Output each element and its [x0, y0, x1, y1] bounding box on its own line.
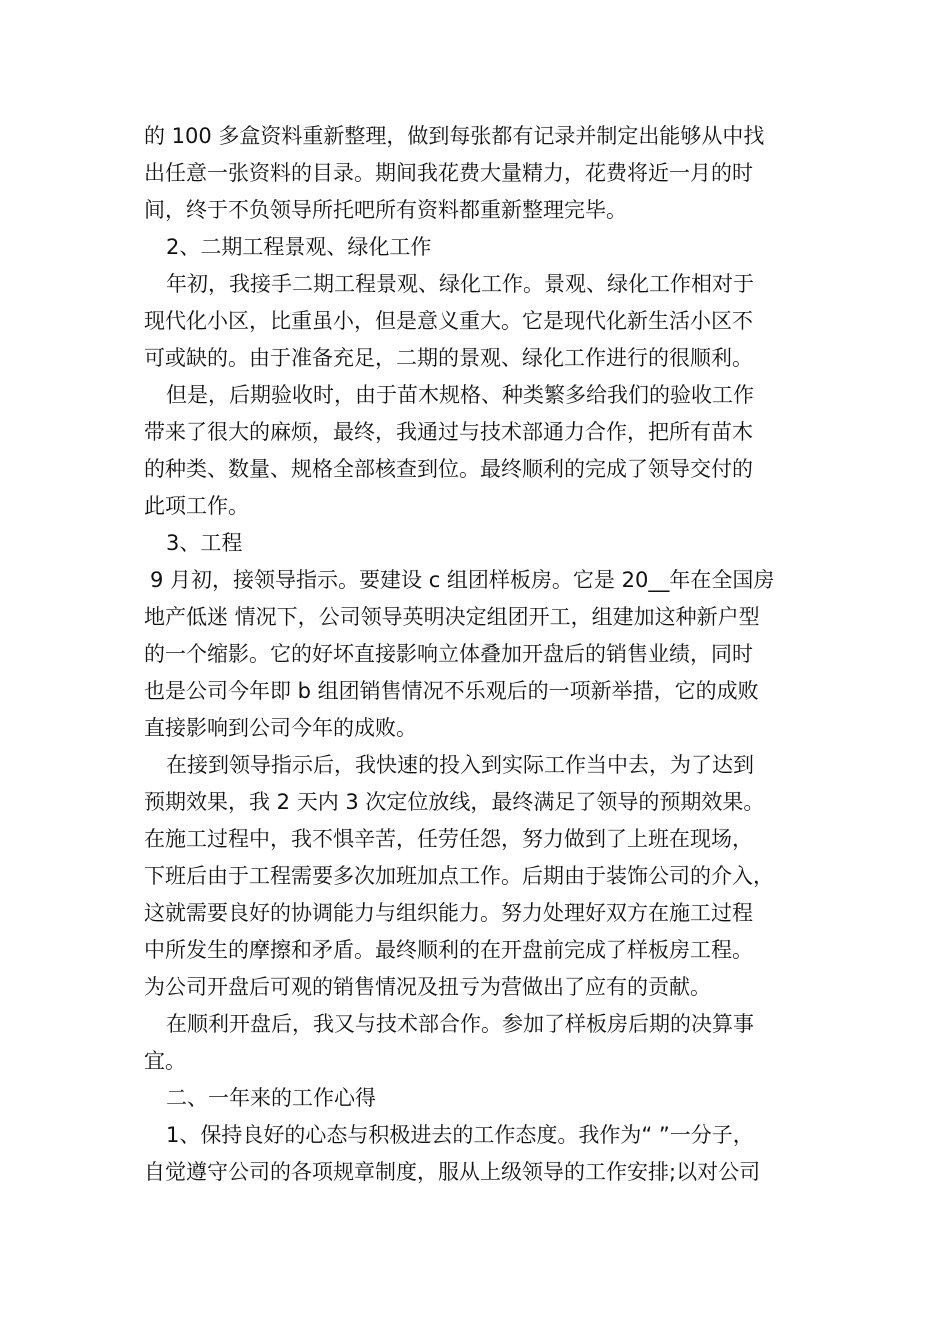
text-line: 间，终于不负领导所托吧所有资料都重新整理完毕。: [144, 198, 627, 222]
text-line: 这就需要良好的协调能力与组织能力。努力处理好双方在施工过程: [144, 901, 753, 925]
text-line: 自觉遵守公司的各项规章制度，服从上级领导的工作安排;以对公司: [144, 1160, 761, 1184]
paragraph-start: 在接到领导指示后，我快速的投入到实际工作当中去，为了达到: [166, 753, 754, 777]
text-line: 为公司开盘后可观的销售情况及扭亏为营做出了应有的贡献。: [144, 975, 711, 999]
text-line: 带来了很大的麻烦，最终，我通过与技术部通力合作，把所有苗木: [144, 420, 753, 444]
paragraph-start: 年初，我接手二期工程景观、绿化工作。景观、绿化工作相对于: [166, 272, 754, 296]
text-line: 在施工过程中，我不惧辛苦，任劳任怨，努力做到了上班在现场，: [144, 827, 753, 851]
text-line: 地产低迷 情况下，公司领导英明决定组团开工，组建加这种新户型: [144, 605, 760, 629]
document-body: [144, 118, 814, 1191]
section-heading: 二、一年来的工作心得: [166, 1086, 376, 1110]
text-line: 预期效果，我 2 天内 3 次定位放线，最终满足了领导的预期效果。: [144, 790, 765, 814]
text-line: 可或缺的。由于准备充足，二期的景观、绿化工作进行的很顺利。: [144, 346, 753, 370]
text-line: 现代化小区，比重虽小，但是意义重大。它是现代化新生活小区不: [144, 309, 753, 333]
text-line: 的种类、数量、规格全部核查到位。最终顺利的完成了领导交付的: [144, 457, 753, 481]
paragraph-start: 在顺利开盘后，我又与技术部合作。参加了样板房后期的决算事: [166, 1012, 754, 1036]
text-line: 出任意一张资料的目录。期间我花费大量精力，花费将近一月的时: [144, 161, 753, 185]
text-line: 中所发生的摩擦和矛盾。最终顺利的在开盘前完成了样板房工程。: [144, 938, 753, 962]
text-line: 宜。: [144, 1049, 186, 1073]
text-line: 此项工作。: [144, 494, 249, 518]
paragraph-start: 1、保持良好的心态与积极进去的工作态度。我作为“ ”一分子，: [166, 1123, 754, 1147]
text-line: 的 100 多盒资料重新整理，做到每张都有记录并制定出能够从中找: [144, 124, 765, 148]
text-line: 的一个缩影。它的好坏直接影响立体叠加开盘后的销售业绩，同时: [144, 642, 753, 666]
section-heading: 3、工程: [166, 531, 243, 555]
section-heading: 2、二期工程景观、绿化工作: [166, 235, 432, 259]
text-line: 也是公司今年即 b 组团销售情况不乐观后的一项新举措，它的成败: [144, 679, 759, 703]
text-line: 直接影响到公司今年的成败。: [144, 716, 417, 740]
paragraph-start: 9 月初，接领导指示。要建设 c 组团样板房。它是 20__年在全国房: [150, 568, 775, 592]
text-line: 下班后由于工程需要多次加班加点工作。后期由于装饰公司的介入，: [144, 864, 774, 888]
paragraph-start: 但是，后期验收时，由于苗木规格、种类繁多给我们的验收工作: [166, 383, 754, 407]
